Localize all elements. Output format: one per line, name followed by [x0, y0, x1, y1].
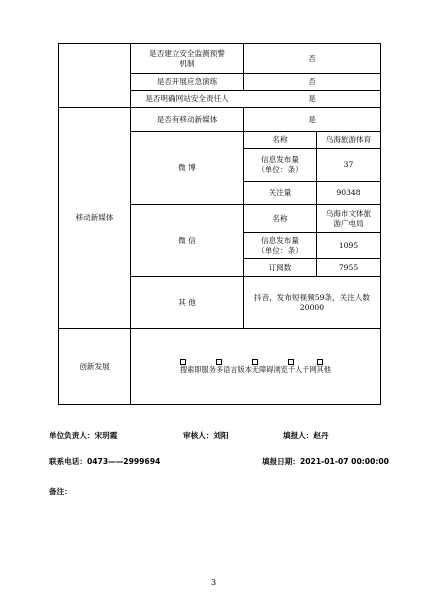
- filler: 填报人：赵丹: [283, 431, 329, 440]
- option-other[interactable]: 其他: [317, 359, 331, 375]
- wechat-subs-label: 订阅数: [268, 262, 292, 272]
- fill-date: 填报日期：2021-01-07 00:00:00: [262, 457, 389, 466]
- wechat-name-value: 乌海市文体旅游广电局: [325, 208, 372, 228]
- note: 备注：: [49, 487, 72, 496]
- option-personalized[interactable]: 千人千网: [288, 359, 317, 375]
- wechat-subs-value: 7955: [338, 262, 359, 272]
- monitoring-label: 是否建立安全监测预警机制: [149, 48, 225, 68]
- responsible-value: 是: [308, 94, 316, 103]
- phone: 联系电话：0473——2999694: [49, 457, 161, 466]
- other-value: 抖音，发布短视频59条，关注人数20000: [254, 292, 370, 312]
- monitoring-value: 否: [308, 53, 316, 63]
- weibo-follow-value: 90348: [336, 188, 361, 197]
- other-label: 其 他: [178, 297, 196, 307]
- weibo-name-value: 乌海旅游体育: [325, 135, 372, 144]
- mobile-section-label: 移动新媒体: [75, 213, 114, 222]
- innovation-options: [131, 329, 380, 404]
- option-accessibility[interactable]: 无障碍浏览: [252, 359, 288, 375]
- reviewer: 审核人：刘阳: [183, 431, 229, 440]
- wechat-label: 微 信: [178, 235, 196, 245]
- wechat-posts-label: 信息发布量（单位：条）: [257, 235, 303, 255]
- weibo-label: 微 博: [178, 163, 196, 172]
- weibo-name-label: 名称: [272, 135, 288, 144]
- wechat-name-label: 名称: [272, 213, 288, 223]
- weibo-follow-label: 关注量: [268, 188, 292, 197]
- option-multilingual[interactable]: 多语言版本: [216, 359, 252, 375]
- mobile-has-value: 是: [308, 114, 316, 124]
- drill-value: 否: [308, 77, 316, 86]
- responsible-label: 是否明确网站安全责任人: [145, 94, 229, 103]
- weibo-posts-value: 37: [343, 160, 354, 169]
- unit-head: 单位负责人：宋玥霞: [49, 431, 118, 440]
- weibo-posts-label: 信息发布量（单位：条）: [257, 155, 303, 174]
- wechat-posts-value: 1095: [338, 240, 359, 250]
- innovation-label: 创新发展: [79, 361, 110, 371]
- option-search-service[interactable]: 搜索即服务: [180, 359, 216, 375]
- page-number: 3: [210, 578, 217, 587]
- mobile-has-label: 是否有移动新媒体: [156, 114, 218, 124]
- drill-label: 是否开展应急演练: [156, 77, 218, 86]
